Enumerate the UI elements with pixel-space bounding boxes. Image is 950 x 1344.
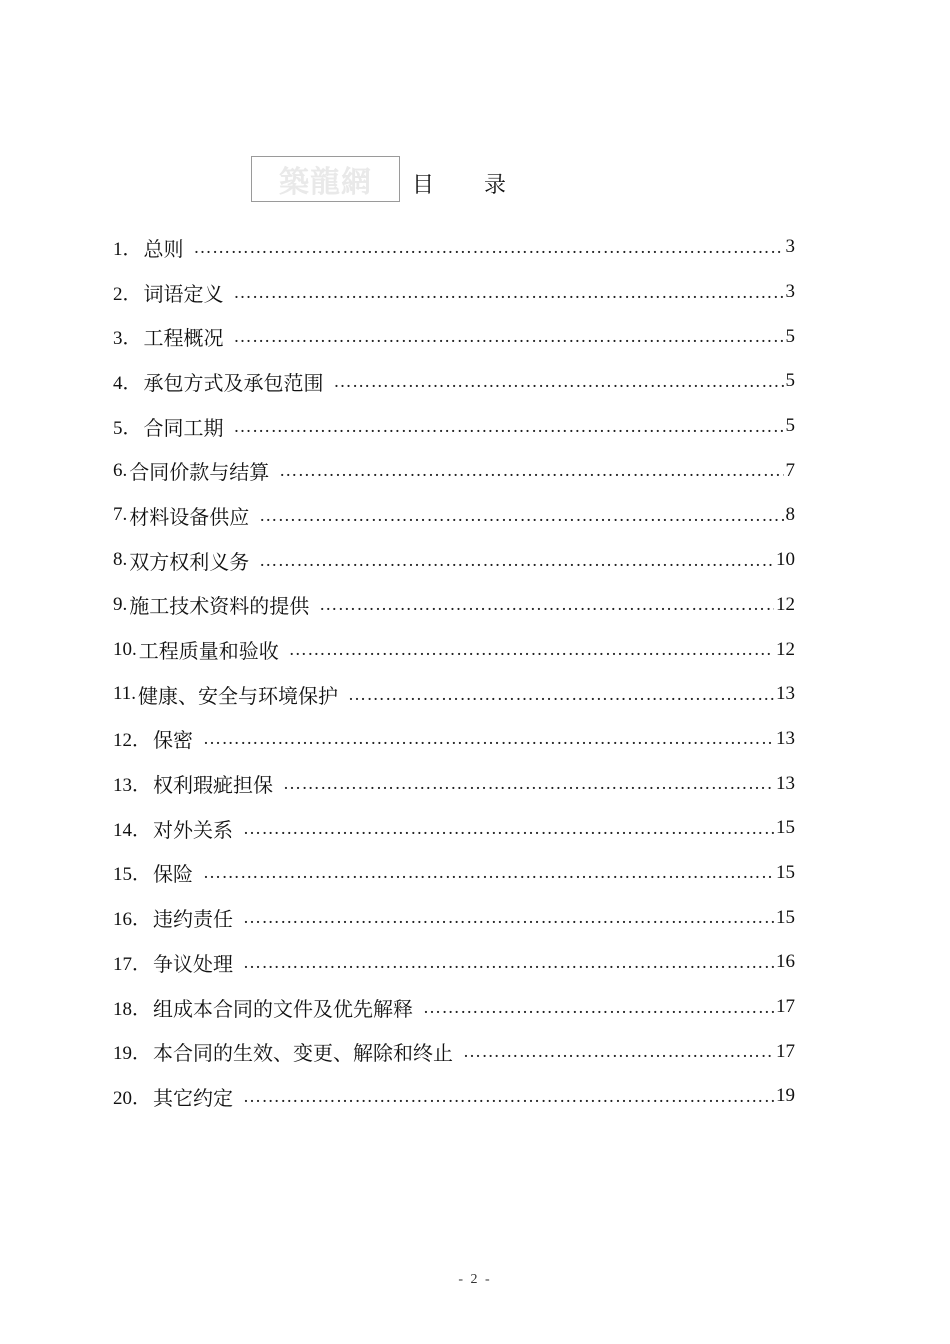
entry-number: 15． bbox=[113, 864, 152, 886]
entry-label: 承包方式及承包范围 bbox=[143, 370, 324, 395]
toc-entry[interactable] bbox=[113, 806, 795, 851]
entry-number: 5． bbox=[113, 417, 142, 439]
entry-page-number: 15 bbox=[776, 817, 795, 839]
entry-label: 组成本合同的文件及优先解释 bbox=[153, 996, 414, 1021]
entry-number: 14． bbox=[113, 819, 152, 841]
entry-label: 总则 bbox=[143, 236, 184, 261]
entry-page-number: 15 bbox=[776, 861, 795, 883]
dot-leader bbox=[234, 416, 784, 437]
entry-label: 合同工期 bbox=[143, 415, 224, 440]
toc-entry[interactable] bbox=[113, 1029, 795, 1074]
entry-label: 工程质量和验收 bbox=[138, 639, 279, 664]
dot-leader bbox=[259, 550, 774, 571]
entry-page-number: 7 bbox=[785, 459, 795, 481]
toc-entry[interactable] bbox=[113, 448, 795, 493]
entry-label: 施工技术资料的提供 bbox=[129, 594, 310, 619]
entry-page-number: 5 bbox=[785, 370, 795, 392]
toc-entry[interactable] bbox=[113, 538, 795, 583]
entry-label: 词语定义 bbox=[143, 281, 224, 306]
entry-label: 权利瑕疵担保 bbox=[153, 773, 274, 798]
dot-leader bbox=[423, 997, 774, 1018]
dot-leader bbox=[243, 1086, 774, 1107]
dot-leader bbox=[289, 639, 774, 660]
dot-leader bbox=[259, 505, 783, 526]
entry-number: 4． bbox=[113, 372, 142, 394]
entry-number: 9. bbox=[113, 593, 128, 615]
toc-entry[interactable] bbox=[113, 493, 795, 538]
entry-page-number: 3 bbox=[785, 236, 795, 258]
entry-number: 12． bbox=[113, 730, 152, 752]
toc-entry[interactable] bbox=[113, 985, 795, 1030]
dot-leader bbox=[194, 237, 784, 258]
entry-number: 6. bbox=[113, 459, 128, 481]
entry-page-number: 16 bbox=[776, 951, 795, 973]
entry-label: 争议处理 bbox=[153, 951, 234, 976]
toc-title: 目录 bbox=[412, 173, 557, 198]
dot-leader bbox=[334, 371, 784, 392]
entry-label: 其它约定 bbox=[153, 1085, 234, 1110]
entry-number: 11. bbox=[113, 683, 137, 705]
dot-leader bbox=[348, 684, 774, 705]
entry-number: 18． bbox=[113, 998, 152, 1020]
entry-page-number: 19 bbox=[776, 1085, 795, 1107]
entry-number: 3． bbox=[113, 328, 142, 350]
entry-label: 本合同的生效、变更、解除和终止 bbox=[153, 1041, 454, 1066]
entry-label: 材料设备供应 bbox=[129, 504, 250, 529]
dot-leader bbox=[243, 818, 774, 839]
entry-label: 健康、安全与环境保护 bbox=[138, 683, 339, 708]
entry-label: 对外关系 bbox=[153, 817, 234, 842]
entry-number: 13． bbox=[113, 775, 152, 797]
dot-leader bbox=[319, 594, 774, 615]
entry-number: 19． bbox=[113, 1043, 152, 1065]
watermark-logo: 築龍網 bbox=[251, 156, 400, 202]
entry-number: 10. bbox=[113, 638, 137, 660]
dot-leader bbox=[279, 460, 783, 481]
entry-number: 17． bbox=[113, 953, 152, 975]
dot-leader bbox=[463, 1041, 774, 1062]
entry-page-number: 13 bbox=[776, 772, 795, 794]
entry-page-number: 12 bbox=[776, 593, 795, 615]
toc-entry[interactable] bbox=[113, 895, 795, 940]
entry-label: 违约责任 bbox=[153, 907, 234, 932]
entry-page-number: 12 bbox=[776, 638, 795, 660]
entry-page-number: 15 bbox=[776, 906, 795, 928]
entry-label: 工程概况 bbox=[143, 326, 224, 351]
toc-entry[interactable] bbox=[113, 314, 795, 359]
entry-label: 保密 bbox=[153, 728, 194, 753]
entry-number: 7. bbox=[113, 504, 128, 526]
entry-page-number: 8 bbox=[785, 504, 795, 526]
entry-number: 16． bbox=[113, 909, 152, 931]
toc-entry[interactable] bbox=[113, 225, 795, 270]
page-number-footer: - 2 - bbox=[458, 1272, 492, 1287]
toc-entry[interactable] bbox=[113, 1074, 795, 1119]
table-of-contents bbox=[113, 225, 795, 1119]
dot-leader bbox=[243, 907, 774, 928]
dot-leader bbox=[283, 773, 774, 794]
dot-leader bbox=[203, 862, 774, 883]
entry-page-number: 5 bbox=[785, 415, 795, 437]
entry-page-number: 3 bbox=[785, 281, 795, 303]
toc-entry[interactable] bbox=[113, 761, 795, 806]
entry-number: 20． bbox=[113, 1087, 152, 1109]
entry-page-number: 17 bbox=[776, 996, 795, 1018]
toc-entry[interactable] bbox=[113, 672, 795, 717]
toc-entry[interactable] bbox=[113, 717, 795, 762]
toc-entry[interactable] bbox=[113, 940, 795, 985]
dot-leader bbox=[234, 326, 784, 347]
entry-label: 双方权利义务 bbox=[129, 549, 250, 574]
dot-leader bbox=[203, 728, 774, 749]
toc-entry[interactable] bbox=[113, 359, 795, 404]
entry-number: 8. bbox=[113, 549, 128, 571]
dot-leader bbox=[234, 282, 784, 303]
entry-label: 合同价款与结算 bbox=[129, 460, 270, 485]
toc-entry[interactable] bbox=[113, 583, 795, 628]
entry-page-number: 13 bbox=[776, 727, 795, 749]
entry-page-number: 13 bbox=[776, 683, 795, 705]
entry-number: 1． bbox=[113, 238, 142, 260]
entry-label: 保险 bbox=[153, 862, 194, 887]
entry-page-number: 10 bbox=[776, 549, 795, 571]
entry-page-number: 5 bbox=[785, 325, 795, 347]
entry-number: 2． bbox=[113, 283, 142, 305]
toc-entry[interactable] bbox=[113, 404, 795, 449]
dot-leader bbox=[243, 952, 774, 973]
toc-entry[interactable] bbox=[113, 627, 795, 672]
entry-page-number: 17 bbox=[776, 1040, 795, 1062]
toc-entry[interactable] bbox=[113, 851, 795, 896]
toc-entry[interactable] bbox=[113, 270, 795, 315]
